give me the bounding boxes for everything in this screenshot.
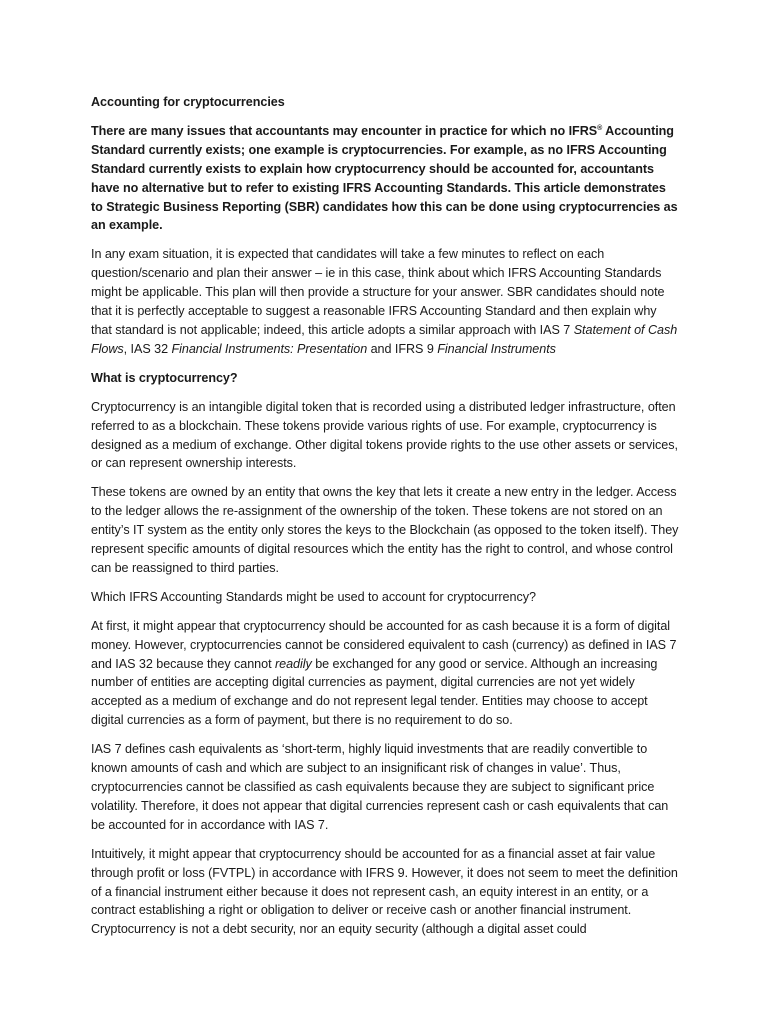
- definition-paragraph: Cryptocurrency is an intangible digital token that is recorded using a distributed ledger infrastructure, often referred to as a blockchain. These tokens provide various rights of use. For example, cryptocurrency is designed as a medium of exchange. Other digital tokens provide rights to the use other assets or services, or can represent ownership interests.: [91, 399, 678, 471]
- cash-text-2: be exchanged for any good or service. Although an increasing number of entities are accepting digital currencies as payment, digital currencies are not yet widely accepted as a medium of exchange and do not represent legal tender. Entities may choose to accept digital currencies as a form of payment, but there is no requirement to do so.: [91, 656, 658, 728]
- section-heading-what: What is cryptocurrency?: [91, 370, 238, 385]
- lead-text-2: Accounting Standard currently exists; one example is cryptocurrencies. For example, as no IFRS Accounting Standard currently exists to explain how cryptocurrency should be accounted for, accountants have no alternative but to refer to existing IFRS Accounting Standards. This article demonstrates to Strategic Business Reporting (SBR) candidates how this can be done using cryptocurrencies as an example.: [91, 123, 678, 233]
- exam-text-2: , IAS 32: [123, 341, 172, 356]
- section-subheading-which: Which IFRS Accounting Standards might be used to account for cryptocurrency?: [91, 589, 536, 604]
- cash-text-1: At first, it might appear that cryptocurrency should be accounted for as cash because it is a form of digital money. However, cryptocurrencies cannot be considered equivalent to cash (currency) as defined in IAS 7 and IAS 32 because they cannot: [91, 618, 677, 671]
- tokens-paragraph: These tokens are owned by an entity that owns the key that lets it create a new entry in the ledger. Access to the ledger allows the re-assignment of the ownership of the token. These tokens are not stored on an entity’s IT system as the entity only stores the keys to the Blockchain (as opposed to the token itself). They represent specific amounts of digital resources which the entity has the right to control, and whose control can be reassigned to third parties.: [91, 485, 679, 575]
- document-title: Accounting for cryptocurrencies: [91, 95, 285, 109]
- exam-text-1: In any exam situation, it is expected that candidates will take a few minutes to reflect on each question/scenario and plan their answer – ie in this case, think about which IFRS Accounting Standards might be applicable. This plan will then provide a structure for your answer. SBR candidates should note that it is perfectly acceptable to suggest a reasonable IFRS Accounting Standard and then explain why that standard is not applicable; indeed, this article adopts a similar approach with IAS 7: [91, 247, 665, 337]
- ias7-paragraph: IAS 7 defines cash equivalents as ‘short-term, highly liquid investments that are readily convertible to known amounts of cash and which are subject to an insignificant risk of changes in value’. Thus, cryptocurrencies cannot be classified as cash equivalents because they are subject to significant price volatility. Therefore, it does not appear that digital currencies represent cash or cash equivalents that can be accounted for in accordance with IAS 7.: [91, 742, 669, 832]
- exam-italic-3: Financial Instruments: [437, 341, 556, 356]
- exam-italic-1: Statement of Cash Flows: [91, 322, 678, 356]
- exam-italic-2: Financial Instruments: Presentation: [171, 341, 368, 356]
- lead-paragraph: [91, 122, 680, 235]
- lead-text-1: There are many issues that accountants may encounter in practice for which no IFRS: [91, 123, 598, 138]
- cash-paragraph: [91, 617, 680, 730]
- fvtpl-paragraph: Intuitively, it might appear that cryptocurrency should be accounted for as a financial asset at fair value through profit or loss (FVTPL) in accordance with IFRS 9. However, it does not seem to meet the definition of a financial instrument either because it does not represent cash, an equity interest in an entity, or a contract establishing a right or obligation to deliver or receive cash or another financial instrument. Cryptocurrency is not a debt security, nor an equity security (although a digital asset could: [91, 846, 678, 937]
- registered-mark: ®: [597, 124, 603, 132]
- exam-paragraph: [91, 245, 680, 358]
- exam-text-3: and IFRS 9: [367, 341, 438, 356]
- cash-italic: readily: [275, 656, 312, 671]
